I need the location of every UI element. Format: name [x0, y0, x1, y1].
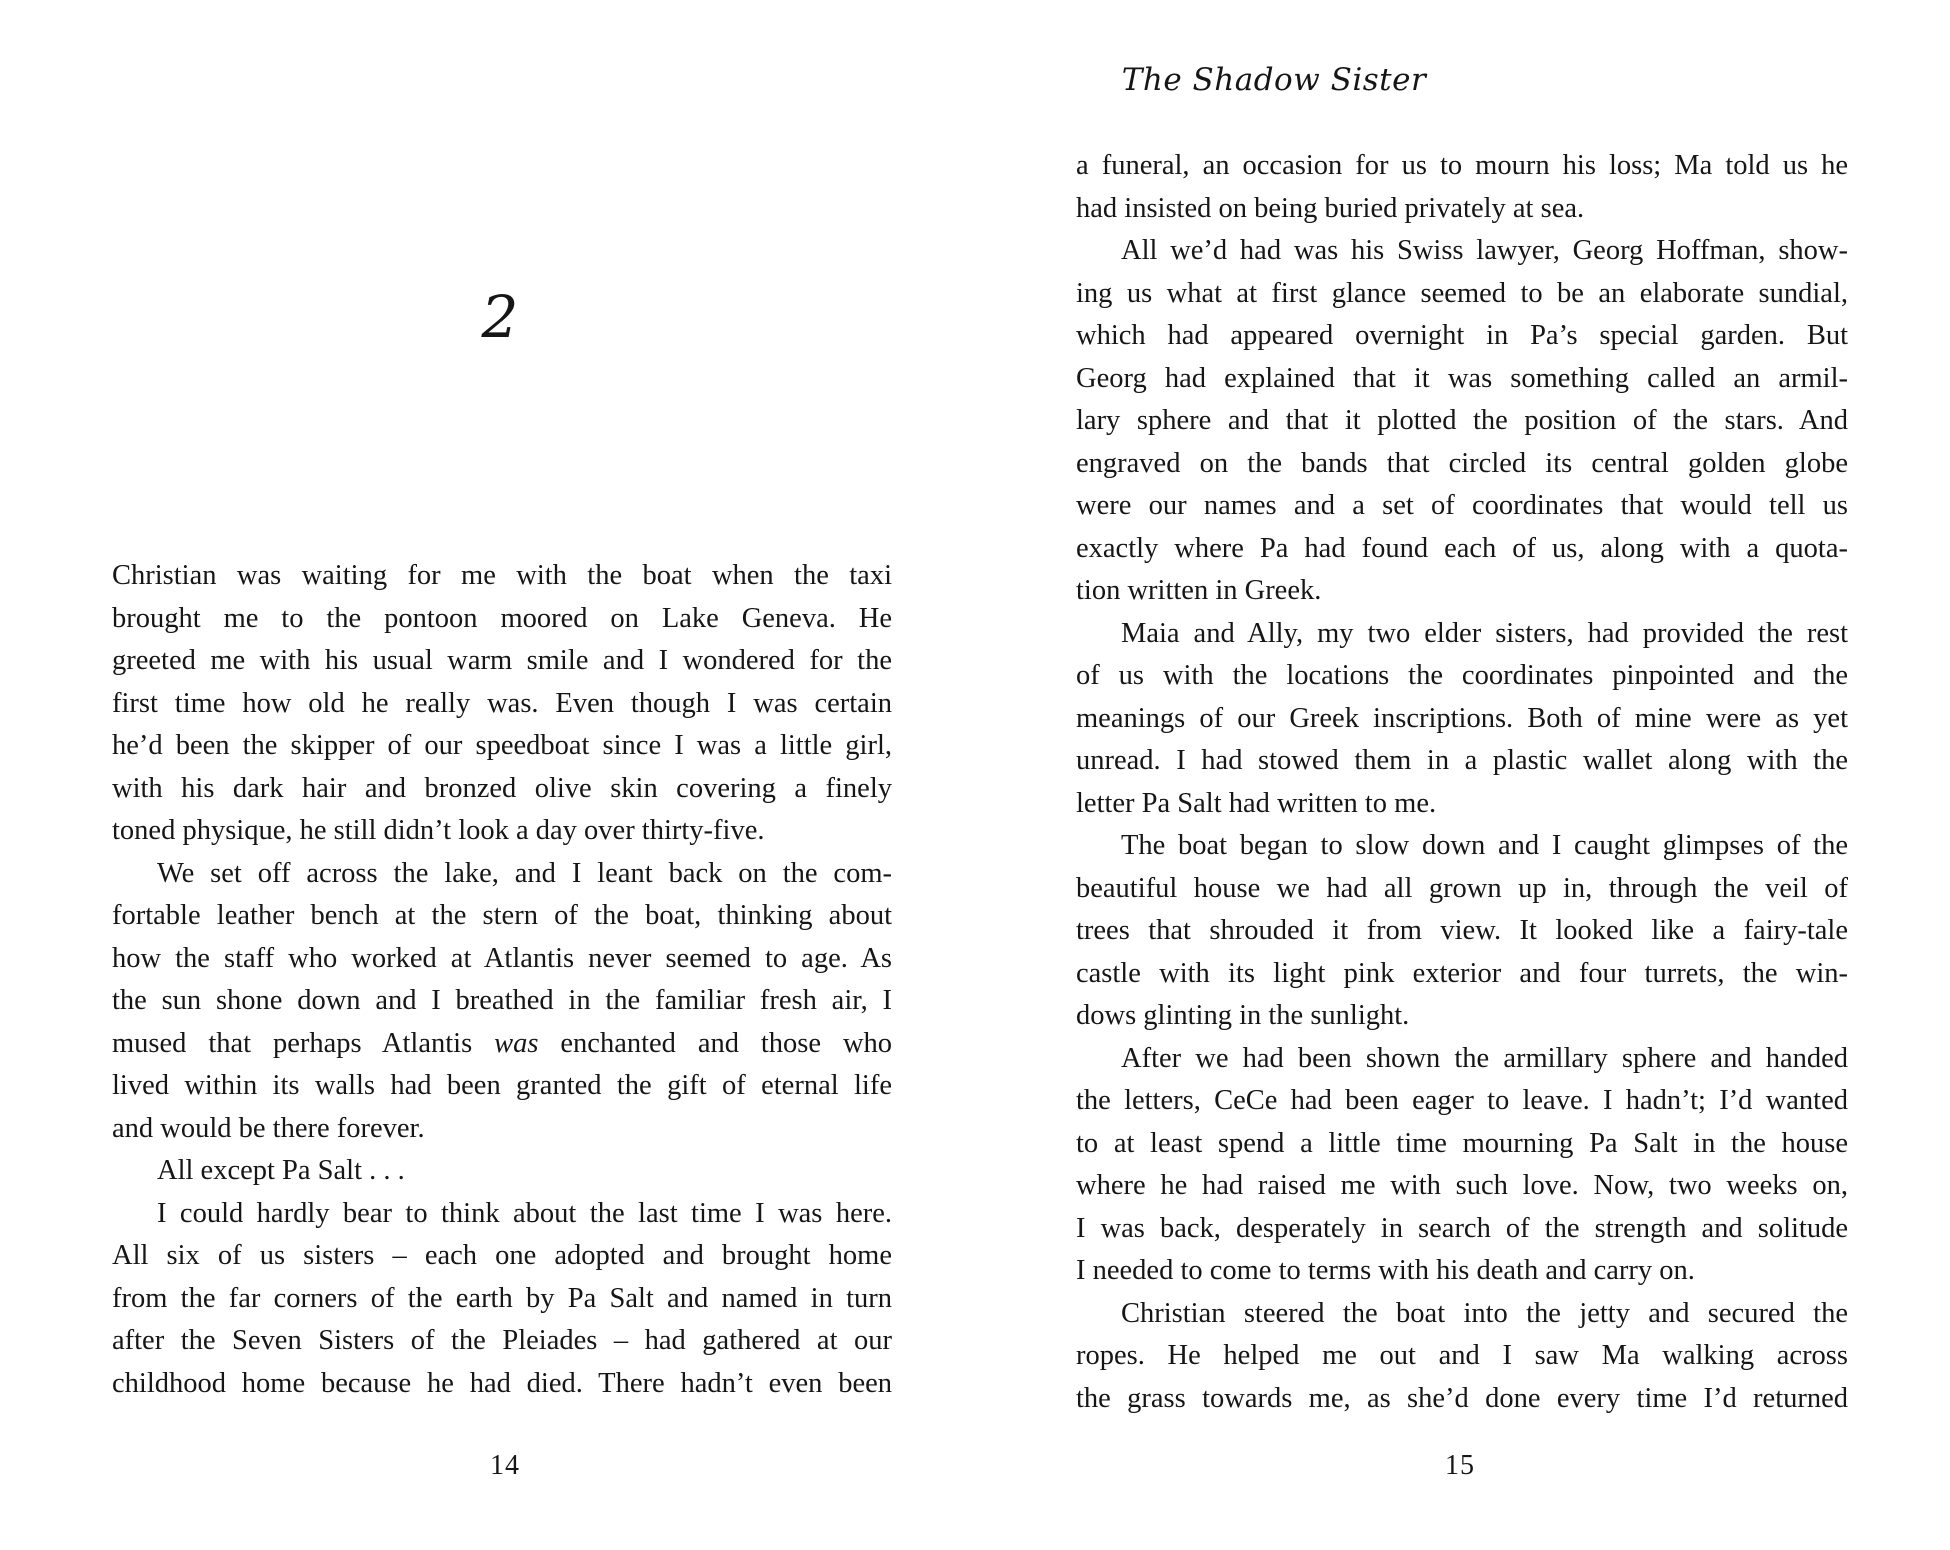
- chapter-number: 2: [481, 283, 519, 351]
- text-line: tion written in Greek.: [1076, 575, 1322, 606]
- text-line: greeted me with his usual warm smile and I wondered for the: [112, 645, 892, 676]
- page-number: 15: [1445, 1450, 1475, 1481]
- text-line: a funeral, an occasion for us to mourn his loss; Ma told us he: [1076, 150, 1848, 181]
- text-line: ropes. He helped me out and I saw Ma walking across: [1076, 1340, 1848, 1371]
- text-line: of us with the locations the coordinates pinpointed and the: [1076, 660, 1848, 691]
- text-line: ing us what at first glance seemed to be an elaborate sundial,: [1076, 277, 1848, 309]
- text-line: the grass towards me, as she’d done every time I’d returned: [1076, 1382, 1848, 1414]
- text-line: meanings of our Greek inscriptions. Both of mine were as yet: [1076, 702, 1848, 734]
- text-line: had insisted on being buried privately at sea.: [1076, 192, 1585, 224]
- text-line: I was back, desperately in search of the strength and solitude: [1076, 1212, 1848, 1244]
- text-line: unread. I had stowed them in a plastic wallet along with the: [1076, 745, 1848, 776]
- text-line: to at least spend a little time mourning Pa Salt in the house: [1076, 1127, 1848, 1159]
- running-head: The Shadow Sister: [1121, 62, 1427, 98]
- text-line: Georg had explained that it was something called an armil-: [1076, 362, 1848, 394]
- text-line: first time how old he really was. Even though I was certain: [112, 687, 892, 719]
- text-line: I needed to come to terms with his death and carry on.: [1076, 1255, 1695, 1286]
- text-line: lived within its walls had been granted the gift of eternal life: [112, 1070, 892, 1101]
- text-line: where he had raised me with such love. Now, two weeks on,: [1076, 1170, 1848, 1201]
- text-line: the letters, CeCe had been eager to leave. I hadn’t; I’d wanted: [1076, 1085, 1848, 1116]
- text-line: he’d been the skipper of our speedboat since I was a little girl,: [112, 730, 892, 761]
- text-line: brought me to the pontoon moored on Lake Geneva. He: [112, 602, 892, 634]
- text-line: were our names and a set of coordinates that would tell us: [1076, 490, 1848, 521]
- text-line: exactly where Pa had found each of us, along with a quota-: [1076, 532, 1848, 564]
- text-line: trees that shrouded it from view. It looked like a fairy-tale: [1076, 915, 1848, 946]
- text-line: how the staff who worked at Atlantis never seemed to age. As: [112, 942, 892, 974]
- text-line: dows glinting in the sunlight.: [1076, 1000, 1410, 1031]
- text-line: from the far corners of the earth by Pa Salt and named in turn: [112, 1282, 892, 1314]
- text-line: All six of us sisters – each one adopted and brought home: [112, 1240, 892, 1271]
- text-line: castle with its light pink exterior and four turrets, the win-: [1076, 957, 1848, 989]
- text-line: fortable leather bench at the stern of the boat, thinking about: [112, 900, 892, 931]
- text-line: Christian was waiting for me with the boat when the taxi: [112, 560, 892, 591]
- text-line: All we’d had was his Swiss lawyer, Georg Hoffman, show-: [1121, 235, 1848, 266]
- text-line: I could hardly bear to think about the last time I was here.: [157, 1197, 892, 1229]
- text-line: childhood home because he had died. There hadn’t even been: [112, 1367, 892, 1399]
- text-line: We set off across the lake, and I leant back on the com-: [157, 857, 892, 889]
- right-page-body: [1076, 145, 1848, 1420]
- text-line: After we had been shown the armillary sphere and handed: [1121, 1042, 1848, 1074]
- text-line: which had appeared overnight in Pa’s special garden. But: [1076, 320, 1848, 351]
- text-line: [112, 1023, 892, 1066]
- page-number: 14: [490, 1450, 520, 1481]
- text-line: letter Pa Salt had written to me.: [1076, 787, 1437, 819]
- italic-word: was: [494, 1027, 539, 1059]
- text-line: the sun shone down and I breathed in the familiar fresh air, I: [112, 985, 892, 1016]
- text-line: The boat began to slow down and I caught glimpses of the: [1121, 830, 1848, 861]
- text-line: lary sphere and that it plotted the position of the stars. And: [1076, 405, 1848, 436]
- text-line: Maia and Ally, my two elder sisters, had provided the rest: [1121, 617, 1848, 649]
- text-line: toned physique, he still didn’t look a day over thirty-five.: [112, 815, 765, 846]
- text-line: Christian steered the boat into the jetty and secured the: [1121, 1297, 1848, 1329]
- left-page-body: [112, 555, 892, 1405]
- text-line: with his dark hair and bronzed olive skin covering a finely: [112, 772, 892, 804]
- text-segment: enchanted and those who: [560, 1027, 893, 1059]
- text-segment: mused that perhaps Atlantis: [112, 1027, 473, 1059]
- text-line: after the Seven Sisters of the Pleiades – had gathered at our: [112, 1325, 892, 1356]
- text-line: engraved on the bands that circled its central golden globe: [1076, 447, 1848, 479]
- text-line: and would be there forever.: [112, 1112, 425, 1144]
- text-line: beautiful house we had all grown up in, through the veil of: [1076, 872, 1848, 904]
- text-line: All except Pa Salt . . .: [157, 1155, 405, 1186]
